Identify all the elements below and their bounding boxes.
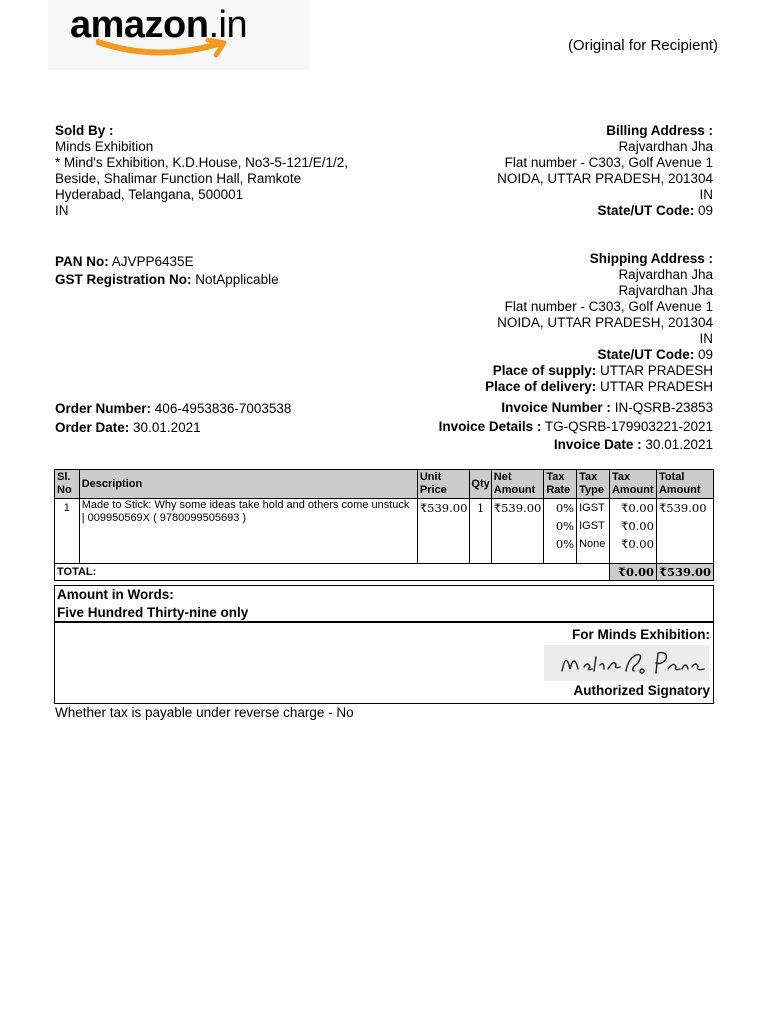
header-tax-rate: Tax Rate bbox=[544, 470, 577, 499]
order-number-value: 406-4953836-7003538 bbox=[154, 401, 292, 416]
billing-line2: NOIDA, UTTAR PRADESH, 201304 bbox=[497, 171, 713, 186]
billing-block bbox=[497, 123, 713, 219]
place-of-delivery-label: Place of delivery: bbox=[485, 379, 597, 394]
table-row bbox=[55, 499, 714, 564]
place-of-supply-label: Place of supply: bbox=[492, 363, 597, 378]
copy-label: (Original for Recipient) bbox=[567, 37, 718, 54]
tax-amount-1: ₹0.00 bbox=[621, 501, 654, 515]
tax-type-1: IGST bbox=[579, 502, 605, 514]
tax-amount-2: ₹0.00 bbox=[621, 519, 654, 533]
place-of-delivery-value: UTTAR PRADESH bbox=[599, 379, 713, 394]
header-total-amount: Total Amount bbox=[656, 470, 713, 499]
tax-type-3: None bbox=[579, 538, 606, 550]
pan-value: AJVPP6435E bbox=[111, 254, 194, 269]
invoice-block bbox=[439, 399, 713, 455]
billing-line1: Flat number - C303, Golf Avenue 1 bbox=[504, 155, 713, 170]
header-tax-amount: Tax Amount bbox=[609, 470, 656, 499]
total-amount: ₹539.00 bbox=[656, 564, 713, 581]
logo-suffix: .in bbox=[208, 4, 248, 46]
order-date-label: Order Date: bbox=[55, 420, 130, 435]
amazon-logo bbox=[48, 0, 310, 70]
seller-address-line1: * Mind's Exhibition, K.D.House, No3-5-121/E/1/2, bbox=[55, 155, 348, 170]
shipping-label: Shipping Address : bbox=[589, 251, 713, 266]
seller-label: Sold By : bbox=[55, 123, 114, 138]
amount-words-value: Five Hundred Thirty-nine only bbox=[57, 605, 249, 620]
place-of-supply-value: UTTAR PRADESH bbox=[599, 363, 713, 378]
signature-image bbox=[544, 645, 709, 681]
smile-arrow-icon bbox=[96, 38, 236, 60]
gst-label: GST Registration No: bbox=[55, 272, 192, 287]
seller-block bbox=[55, 123, 348, 219]
logo-main: amazon bbox=[70, 4, 209, 46]
shipping-line3: IN bbox=[699, 331, 713, 346]
header-sl: Sl. No bbox=[55, 470, 80, 499]
shipping-block bbox=[485, 251, 713, 395]
shipping-name1: Rajvardhan Jha bbox=[618, 267, 713, 282]
header-net-amount: Net Amount bbox=[491, 470, 544, 499]
item-total-amount: ₹539.00 bbox=[656, 499, 713, 564]
signature-box bbox=[54, 622, 714, 704]
gst-value: NotApplicable bbox=[195, 272, 279, 287]
shipping-line2: NOIDA, UTTAR PRADESH, 201304 bbox=[497, 315, 713, 330]
total-tax: ₹0.00 bbox=[609, 564, 656, 581]
items-table bbox=[54, 469, 714, 581]
header-unit-price: Unit Price bbox=[417, 470, 470, 499]
shipping-name2: Rajvardhan Jha bbox=[618, 283, 713, 298]
header-qty: Qty bbox=[470, 470, 491, 499]
order-date-value: 30.01.2021 bbox=[133, 420, 201, 435]
item-net-amount: ₹539.00 bbox=[491, 499, 544, 564]
billing-state-code-value: 09 bbox=[697, 203, 713, 218]
invoice-date-label: Invoice Date : bbox=[553, 437, 642, 452]
invoice-details-label: Invoice Details : bbox=[438, 418, 542, 434]
item-unit-price: ₹539.00 bbox=[417, 499, 470, 564]
invoice-number-value: IN-QSRB-23853 bbox=[614, 400, 713, 415]
amount-words-box bbox=[54, 585, 714, 622]
tax-amount-3: ₹0.00 bbox=[621, 537, 654, 551]
tax-type-2: IGST bbox=[579, 520, 605, 532]
handwritten-signature-icon bbox=[544, 645, 709, 681]
item-tax-amounts bbox=[609, 499, 656, 564]
signature-for-label: For Minds Exhibition: bbox=[572, 627, 710, 642]
signatory-label: Authorized Signatory bbox=[573, 683, 710, 698]
invoice-number-label: Invoice Number : bbox=[501, 400, 611, 415]
billing-state-code-label: State/UT Code: bbox=[597, 203, 695, 218]
billing-line3: IN bbox=[699, 187, 713, 202]
item-description: Made to Stick: Why some ideas take hold and others come unstuck | 009950569X ( 9780099505693 ) bbox=[79, 499, 417, 564]
reverse-charge-note: Whether tax is payable under reverse charge - No bbox=[55, 705, 354, 720]
tax-rate-2: 0% bbox=[555, 519, 575, 533]
order-block bbox=[55, 399, 291, 437]
seller-name: Minds Exhibition bbox=[55, 139, 154, 154]
pan-label: PAN No: bbox=[55, 254, 109, 269]
seller-address-line2: Beside, Shalimar Function Hall, Ramkote bbox=[55, 171, 302, 186]
table-total-row bbox=[55, 564, 714, 581]
order-number-label: Order Number: bbox=[55, 401, 152, 416]
invoice-date-value: 30.01.2021 bbox=[645, 437, 713, 452]
billing-name: Rajvardhan Jha bbox=[618, 139, 713, 154]
item-qty: 1 bbox=[470, 499, 491, 564]
table-header-row bbox=[55, 470, 714, 499]
item-sl: 1 bbox=[55, 499, 80, 564]
tax-rate-3: 0% bbox=[555, 537, 575, 551]
billing-state-code bbox=[497, 203, 713, 219]
invoice-details-value: TG-QSRB-179903221-2021 bbox=[544, 418, 713, 434]
shipping-state-code-value: 09 bbox=[697, 347, 713, 362]
seller-address-line3: Hyderabad, Telangana, 500001 bbox=[55, 187, 244, 202]
tax-rate-1: 0% bbox=[555, 501, 575, 515]
shipping-state-code-label: State/UT Code: bbox=[597, 347, 695, 362]
header-description: Description bbox=[79, 470, 417, 499]
item-tax-types bbox=[577, 499, 610, 564]
billing-label: Billing Address : bbox=[606, 123, 713, 138]
shipping-line1: Flat number - C303, Golf Avenue 1 bbox=[504, 299, 713, 314]
tax-id-block bbox=[55, 253, 279, 289]
total-label: TOTAL: bbox=[55, 564, 610, 581]
seller-address-line4: IN bbox=[55, 203, 69, 218]
item-tax-rates bbox=[544, 499, 577, 564]
amount-words-label: Amount in Words: bbox=[57, 587, 174, 602]
header-tax-type: Tax Type bbox=[577, 470, 610, 499]
